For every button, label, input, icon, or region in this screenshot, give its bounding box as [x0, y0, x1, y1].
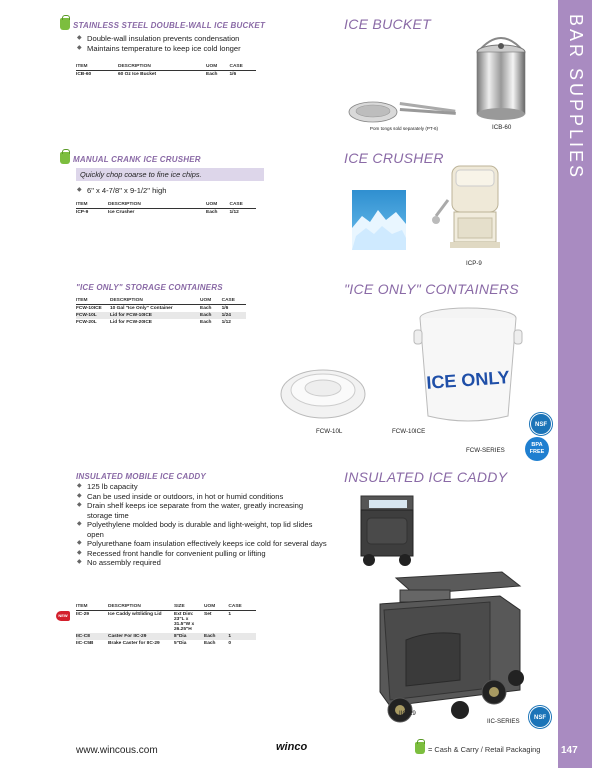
caddy-table	[76, 604, 256, 647]
winco-logo: winco	[276, 741, 308, 753]
cell: Each	[200, 312, 222, 319]
lid-caption: FCW-10L	[316, 428, 343, 435]
ice-bucket-note: Pom tongs sold separately (PT-6)	[369, 126, 439, 131]
bullet-item: ◆ Drain shelf keeps ice separate from the water, greatly increasing storage time	[76, 501, 328, 520]
ice-crusher-table	[76, 202, 256, 216]
ice-bucket-table	[76, 64, 256, 78]
cell: 1/6	[221, 306, 229, 311]
footer-url[interactable]: www.wincous.com	[76, 745, 158, 756]
cell: FCW-10L	[76, 312, 110, 319]
side-tab	[558, 0, 592, 768]
ice-crusher-bullets	[76, 186, 276, 196]
footer-legend	[415, 742, 540, 754]
ice-bucket-section-label: STAINLESS STEEL DOUBLE-WALL ICE BUCKET	[73, 21, 266, 30]
cell: IIC-C5B	[76, 641, 94, 646]
cell: Each	[204, 633, 228, 640]
col-item: ITEM	[76, 64, 118, 71]
container-series-caption: FCW-SERIES	[466, 447, 505, 454]
col-item: ITEM	[76, 604, 108, 611]
cell: Ice Caddy w/Sliding Lid	[108, 612, 162, 617]
table-row	[76, 209, 256, 217]
bullet-item: ◆ Maintains temperature to keep ice cold longer	[76, 44, 326, 54]
table-row	[76, 633, 256, 640]
bullet-item: ◆ Polyurethane foam insulation effectively keeps ice cold for several days	[76, 539, 328, 549]
table-row	[76, 71, 256, 79]
ice-bucket-section-title	[60, 18, 265, 30]
col-case: CASE	[229, 64, 256, 71]
cell: Each	[204, 641, 216, 646]
ice-bucket-image	[468, 28, 534, 124]
bullet-item: ◆ Recessed front handle for convenient pulling or lifting	[76, 549, 328, 559]
ice-crusher-big-title: ICE CRUSHER	[344, 150, 444, 166]
caddy-section-title: INSULATED MOBILE ICE CADDY	[76, 472, 206, 481]
cell: IIC-C8	[76, 633, 108, 640]
bullet-item: ◆ Can be used inside or outdoors, in hot or humid conditions	[76, 492, 328, 502]
col-description: DESCRIPTION	[118, 64, 206, 71]
cell: 1	[228, 633, 256, 640]
col-case: CASE	[222, 298, 246, 305]
side-tab-title: BAR SUPPLIES	[566, 14, 586, 181]
ice-bucket-caption: ICB-60	[492, 124, 512, 131]
bullet-item: ◆ No assembly required	[76, 558, 328, 568]
cell: FCW-10ICE	[76, 306, 102, 311]
cell: Each	[200, 306, 212, 311]
ice-crusher-section-title	[60, 152, 201, 164]
col-item: ITEM	[76, 298, 110, 305]
cell: 0	[228, 641, 232, 646]
cell: Ice Crusher	[108, 210, 135, 215]
crushed-ice-image	[352, 190, 406, 250]
cell: Set	[204, 612, 212, 617]
bpa-line2: FREE	[529, 449, 545, 455]
cell: 1	[228, 612, 232, 617]
cell: 1/12	[229, 210, 239, 215]
col-description: DESCRIPTION	[108, 604, 174, 611]
cell: FCW-20L	[76, 320, 97, 325]
ice-crusher-highlight: Quickly chop coarse to fine ice chips.	[76, 168, 264, 181]
bpa-line1: BPA	[531, 442, 543, 448]
cell: Ext Dim: 23"L x 31.5"W x 26.25"H	[174, 612, 195, 632]
ice-bucket-big-title: ICE BUCKET	[344, 16, 432, 32]
col-item: ITEM	[76, 202, 108, 209]
shopping-bag-icon	[60, 152, 70, 164]
table-row	[76, 611, 256, 634]
cell: Each	[200, 320, 212, 325]
cell: 10 Gal "Ice Only" Container	[110, 306, 173, 311]
ice-crusher-image	[432, 160, 512, 256]
ice-bucket-tray-image	[345, 82, 460, 127]
col-description: DESCRIPTION	[108, 202, 206, 209]
col-uom: UOM	[204, 604, 228, 611]
containers-big-title: "ICE ONLY" CONTAINERS	[344, 281, 519, 297]
caddy-main-image	[370, 560, 530, 732]
containers-table	[76, 298, 246, 326]
cell: Lid for FCW-10ICE	[110, 312, 200, 319]
table-row	[76, 319, 246, 326]
cell: 8"Dia	[174, 633, 204, 640]
container-lid-image	[278, 358, 368, 424]
container-ice-only-text: ICE ONLY	[425, 367, 511, 393]
cell: ICB-60	[76, 72, 92, 77]
cell: 5"Dia	[174, 641, 187, 646]
col-uom: UOM	[206, 202, 229, 209]
ice-bucket-bullets	[76, 34, 326, 53]
bullet-item: ◆ 6" x 4-7/8" x 9-1/2" high	[76, 186, 276, 196]
caddy-big-title: INSULATED ICE CADDY	[344, 469, 508, 485]
shopping-bag-icon	[60, 18, 70, 30]
col-case: CASE	[228, 604, 256, 611]
cell: 1/6	[229, 72, 237, 77]
new-flag-badge: NEW	[56, 611, 70, 621]
bullet-item: ◆ Double-wall insulation prevents condensation	[76, 34, 326, 44]
col-uom: UOM	[200, 298, 222, 305]
cell: IIC-29	[76, 612, 90, 617]
caddy-open-image	[355, 490, 419, 568]
cell: 1/12	[221, 320, 231, 325]
col-uom: UOM	[206, 64, 229, 71]
cell: Caster For IIC-29	[108, 633, 174, 640]
cell: 60 Oz Ice Bucket	[118, 72, 157, 77]
cell: Each	[206, 210, 218, 215]
nsf-badge-icon: NSF	[530, 413, 552, 435]
ice-crusher-section-label: MANUAL CRANK ICE CRUSHER	[73, 155, 201, 164]
bullet-item: ◆ Polyethylene molded body is durable and light-weight, top lid slides open	[76, 520, 328, 539]
shopping-bag-icon	[415, 742, 425, 754]
bullet-item: ◆ 125 lb capacity	[76, 482, 328, 492]
col-case: CASE	[229, 202, 256, 209]
table-row	[76, 305, 246, 313]
table-row	[76, 640, 256, 647]
ice-crusher-caption: ICP-9	[466, 260, 482, 267]
col-size: SIZE	[174, 604, 204, 611]
nsf-badge-icon: NSF	[529, 706, 551, 728]
caddy-series-caption: IIC-SERIES	[487, 718, 520, 725]
caddy-bullets	[76, 482, 328, 568]
cell: Lid for FCW-20ICE	[110, 320, 153, 325]
legend-text: = Cash & Carry / Retail Packaging	[428, 745, 541, 754]
ice-only-container-image	[412, 304, 524, 426]
table-row	[76, 312, 246, 319]
container-caption: FCW-10ICE	[392, 428, 426, 435]
col-description: DESCRIPTION	[110, 298, 200, 305]
cell: Brake Caster for IIC-29	[108, 641, 160, 646]
caddy-caption: IIC-29	[399, 710, 416, 717]
cell: ICP-9	[76, 210, 89, 215]
page-number: 147	[561, 745, 578, 756]
bpa-free-badge-icon	[525, 437, 549, 461]
containers-section-title: "ICE ONLY" STORAGE CONTAINERS	[76, 283, 223, 292]
cell: Each	[206, 72, 218, 77]
cell: 1/24	[222, 312, 246, 319]
